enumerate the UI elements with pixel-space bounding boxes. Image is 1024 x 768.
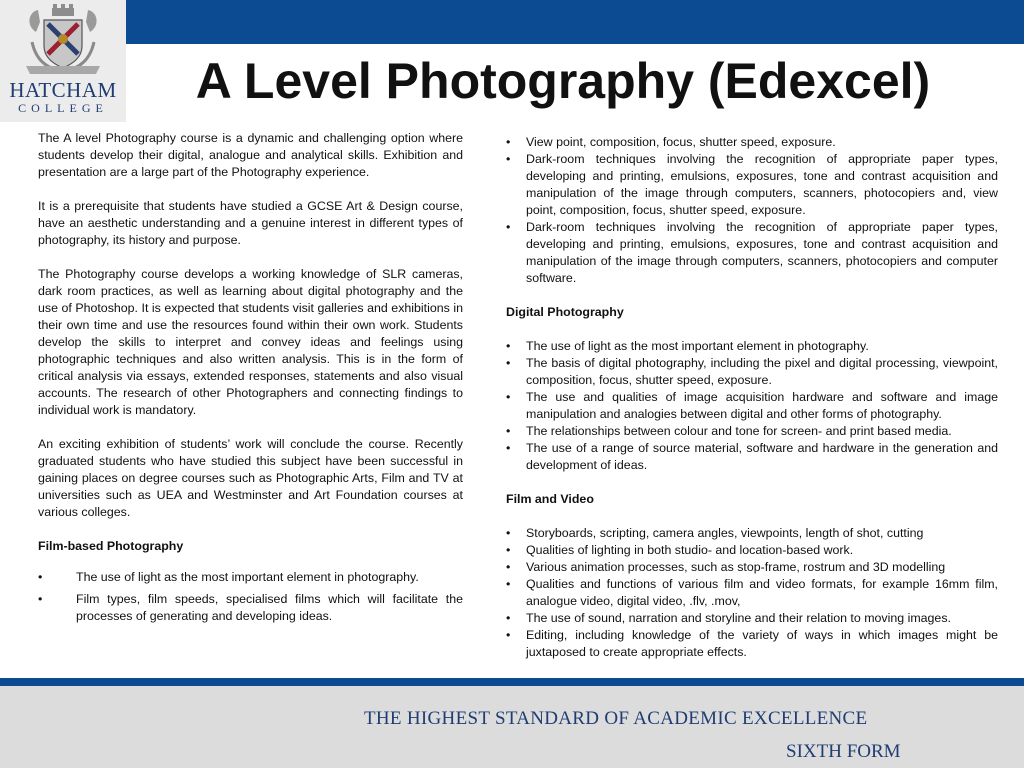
bullet-icon: •: [38, 570, 43, 584]
bullet-icon: •: [506, 441, 511, 455]
bullet-icon: •: [506, 628, 511, 642]
film-video-heading: Film and Video: [506, 492, 594, 506]
top-banner-bar: [126, 0, 1024, 44]
list-item: • Dark-room techniques involving the recognition of appropriate paper types, developing and printing, emulsions, exposures, tone and contrast acquisition and manipulation of the image through computers, scanners, photocopiers and, view point, composition, focus, shutter speed, exposure.: [506, 152, 998, 217]
footer-banner: [0, 686, 1024, 768]
digital-photography-list: [506, 338, 998, 474]
list-item: • The use of light as the most important element in photography.: [38, 570, 419, 584]
bullet-icon: •: [38, 592, 43, 606]
list-item: • Various animation processes, such as stop-frame, rostrum and 3D modelling: [506, 560, 946, 574]
list-item: • Qualities and functions of various film and video formats, for example 16mm film, analogue video, digital video, .flv, .mov,: [506, 577, 998, 608]
bullet-icon: •: [506, 152, 511, 166]
bullet-icon: •: [506, 611, 511, 625]
list-item: • Qualities of lighting in both studio- and location-based work.: [506, 543, 854, 557]
footer-tagline: THE HIGHEST STANDARD OF ACADEMIC EXCELLENCE: [364, 708, 868, 729]
course-paragraph: The Photography course develops a working knowledge of SLR cameras, dark room practices, as well as learning about digital photography and the use of Photoshop. It is expected that students visit galleries and exhibitions in their own time and use the resources found within their own work. Students develop the skills to interpret and convey ideas and feelings using photographic techniques and also written analysis. This is in the form of critical analysis via essays, extended responses, statements and also visual accounts. The research of other Photographers and connecting findings to individual work is mandatory.: [38, 267, 463, 417]
left-column: [38, 130, 463, 630]
footer-divider-bar: [0, 678, 1024, 686]
list-item: • The use of sound, narration and storyline and their relation to moving images.: [506, 611, 951, 625]
list-item: • The relationships between colour and tone for screen- and print based media.: [506, 424, 952, 438]
logo-subtitle: COLLEGE: [18, 101, 108, 115]
list-item: • The use and qualities of image acquisition hardware and software and image manipulation and analogies between digital and other forms of photography.: [506, 390, 998, 421]
right-column: [506, 134, 998, 678]
bullet-icon: •: [506, 220, 511, 234]
intro-paragraph: The A level Photography course is a dynamic and challenging option where students develop their digital, analogue and analytical skills. Exhibition and presentation are a large part of the Photography experience.: [38, 131, 463, 179]
bullet-icon: •: [506, 135, 511, 149]
bullet-icon: •: [506, 526, 511, 540]
bullet-icon: •: [506, 356, 511, 370]
list-item: • The use of light as the most important element in photography.: [506, 339, 869, 353]
list-item: • Film types, film speeds, specialised films which will facilitate the processes of generating and developing ideas.: [38, 592, 463, 623]
footer-subtitle: SIXTH FORM: [786, 741, 901, 762]
bullet-icon: •: [506, 560, 511, 574]
film-video-list: [506, 525, 998, 661]
list-item: • The use of a range of source material, software and hardware in the generation and development of ideas.: [506, 441, 998, 472]
digital-photography-heading: Digital Photography: [506, 305, 624, 319]
list-item: • The basis of digital photography, including the pixel and digital processing, viewpoint, composition, focus, shutter speed, exposure.: [506, 356, 998, 387]
page-title: A Level Photography (Edexcel): [195, 53, 931, 109]
list-item: • View point, composition, focus, shutter speed, exposure.: [506, 135, 836, 149]
techniques-list: [506, 134, 998, 287]
logo-name: HATCHAM: [9, 78, 117, 102]
list-item: • Storyboards, scripting, camera angles, viewpoints, length of shot, cutting: [506, 526, 924, 540]
film-based-heading: Film-based Photography: [38, 539, 184, 553]
list-item: • Editing, including knowledge of the variety of ways in which images might be juxtaposed to create appropriate effects.: [506, 628, 998, 659]
exhibition-paragraph: An exciting exhibition of students’ work will conclude the course. Recently graduated students who have studied this subject have been successful in gaining places on degree courses such as Photographic Arts, Film and TV at universities such as UEA and Westminster and Art Foundation courses at various colleges.: [38, 437, 463, 519]
list-item: • Dark-room techniques involving the recognition of appropriate paper types, developing and printing, emulsions, exposures, tone and contrast acquisition and manipulation of the image through computers, scanners, photocopiers and computer software.: [506, 220, 998, 285]
bullet-icon: •: [506, 543, 511, 557]
bullet-icon: •: [506, 390, 511, 404]
film-based-list: [38, 569, 463, 625]
bullet-icon: •: [506, 339, 511, 353]
prerequisite-paragraph: It is a prerequisite that students have studied a GCSE Art & Design course, have an aesthetic understanding and a genuine interest in different types of photography, its history and purpose.: [38, 199, 463, 247]
bullet-icon: •: [506, 424, 511, 438]
crest-icon: [22, 2, 104, 76]
college-logo: [0, 0, 126, 122]
bullet-icon: •: [506, 577, 511, 591]
